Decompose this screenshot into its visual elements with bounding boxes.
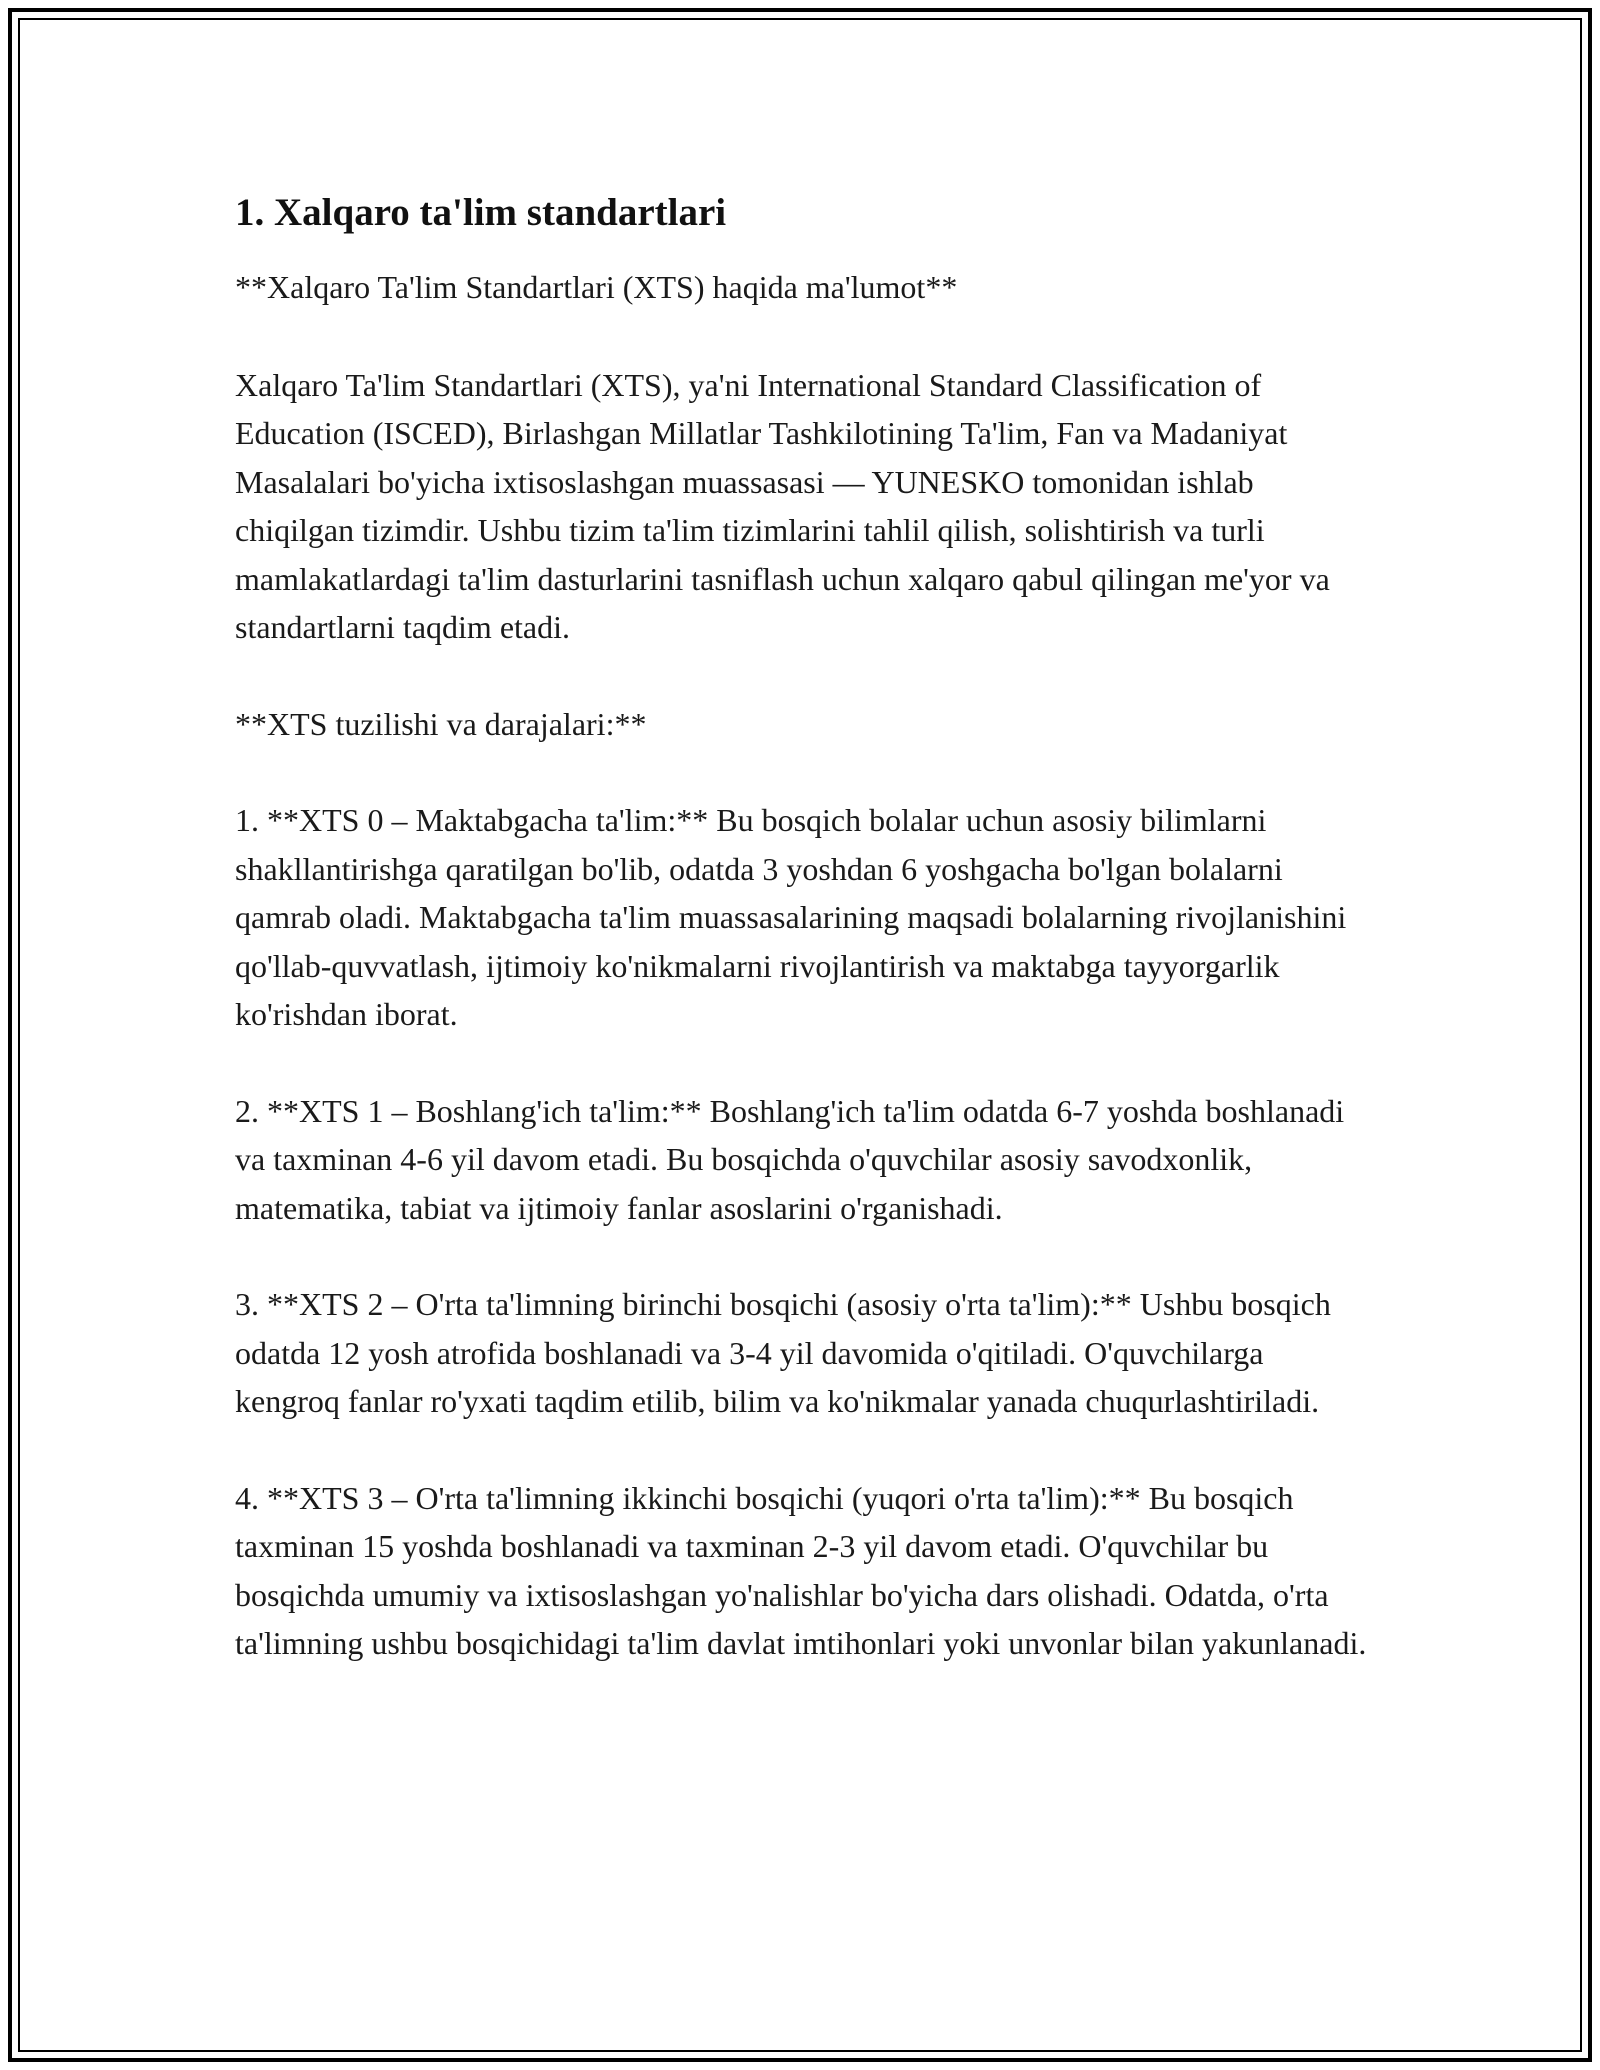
list-item-xts-3: 4. **XTS 3 – O'rta ta'limning ikkinchi bosqichi (yuqori o'rta ta'lim):** Bu bosqich taxminan 15 yoshda boshlanadi va taxminan 2-3 yil davom etadi. O'quvchilar bu bosqichda umumiy va ixtisoslashgan yo'nalishlar bo'yicha dars olishadi. Odatda, o'rta ta'limning ushbu bosqichidagi ta'lim davlat imtihonlari yoki unvonlar bilan yakunlanadi. <box>235 1479 1367 1661</box>
section-heading: 1. Xalqaro ta'lim standartlari <box>235 191 727 234</box>
structure-subheading: **XTS tuzilishi va darajalari:** <box>235 705 647 742</box>
document-body <box>235 187 1375 1716</box>
paragraph-overview: Xalqaro Ta'lim Standartlari (XTS), ya'ni International Standard Classification of Education (ISCED), Birlashgan Millatlar Tashkilotining Ta'lim, Fan va Madaniyat Masalalari bo'yicha ixtisoslashgan muassasasi — YUNESKO tomonidan ishlab chiqilgan tizimdir. Ushbu tizim ta'lim tizimlarini tahlil qilish, solishtirish va turli mamlakatlardagi ta'lim dasturlarini tasniflash uchun xalqaro qabul qilingan me'yor va standartlarni taqdim etadi. <box>235 366 1330 645</box>
intro-subheading: **Xalqaro Ta'lim Standartlari (XTS) haqida ma'lumot** <box>235 269 958 305</box>
list-item-xts-1: 2. **XTS 1 – Boshlang'ich ta'lim:** Boshlang'ich ta'lim odatda 6-7 yoshda boshlanadi va taxminan 4-6 yil davom etadi. Bu bosqichda o'quvchilar asosiy savodxonlik, matematika, tabiat va ijtimoiy fanlar asoslarini o'rganishadi. <box>235 1092 1345 1226</box>
list-item-xts-0: 1. **XTS 0 – Maktabgacha ta'lim:** Bu bosqich bolalar uchun asosiy bilimlarni shakllantirishga qaratilgan bo'lib, odatda 3 yoshdan 6 yoshgacha bo'lgan bolalarni qamrab oladi. Maktabgacha ta'lim muassasalarining maqsadi bolalarning rivojlanishini qo'llab-quvvatlash, ijtimoiy ko'nikmalarni rivojlantirish va maktabga tayyorgarlik ko'rishdan iborat. <box>235 802 1347 1032</box>
list-item-xts-2: 3. **XTS 2 – O'rta ta'limning birinchi bosqichi (asosiy o'rta ta'lim):** Ushbu bosqich odatda 12 yosh atrofida boshlanadi va 3-4 yil davomida o'qitiladi. O'quvchilarga kengroq fanlar ro'yxati taqdim etilib, bilim va ko'nikmalar yanada chuqurlashtiriladi. <box>235 1286 1331 1419</box>
